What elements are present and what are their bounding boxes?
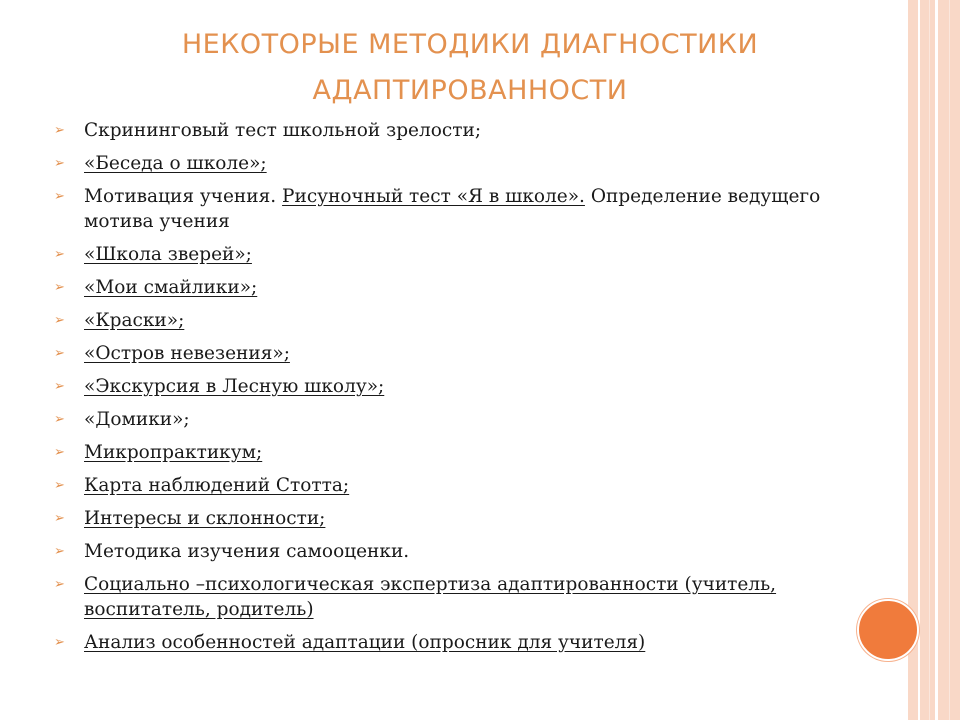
list-item-school-talk: [52, 151, 832, 176]
item-link[interactable]: «Краски»;: [84, 310, 185, 331]
list-item-micropractice: [52, 440, 832, 465]
list-item-social-expertise: [52, 572, 832, 622]
arrow-bullet-icon: ➢: [54, 577, 65, 592]
list-item-bad-luck-island: [52, 341, 832, 366]
arrow-bullet-icon: ➢: [54, 247, 65, 262]
item-link[interactable]: Микропрактикум;: [84, 442, 263, 463]
item-link[interactable]: «Остров невезения»;: [84, 343, 290, 364]
slide-title: [80, 22, 860, 114]
arrow-bullet-icon: ➢: [54, 123, 65, 138]
methods-list: [52, 118, 832, 663]
title-line-2: АДАПТИРОВАННОСТИ: [312, 75, 628, 106]
item-text: «Домики»;: [84, 409, 190, 430]
decorative-circle: [857, 599, 919, 661]
arrow-bullet-icon: ➢: [54, 544, 65, 559]
arrow-bullet-icon: ➢: [54, 346, 65, 361]
item-link[interactable]: «Экскурсия в Лесную школу»;: [84, 376, 385, 397]
arrow-bullet-icon: ➢: [54, 379, 65, 394]
list-item-houses: [52, 407, 832, 432]
arrow-bullet-icon: ➢: [54, 445, 65, 460]
decorative-stripes: [908, 0, 960, 720]
arrow-bullet-icon: ➢: [54, 280, 65, 295]
list-item-motivation: [52, 184, 832, 234]
item-link[interactable]: Карта наблюдений Стотта;: [84, 475, 350, 496]
item-link[interactable]: «Школа зверей»;: [84, 244, 252, 265]
list-item-interests: [52, 506, 832, 531]
arrow-bullet-icon: ➢: [54, 511, 65, 526]
item-text: Методика изучения самооценки.: [84, 541, 410, 562]
item-text: Мотивация учения.: [84, 186, 277, 207]
list-item-screening-test: [52, 118, 832, 143]
item-text: Скрининговый тест школьной зрелости;: [84, 120, 482, 141]
list-item-adaptation-analysis: [52, 630, 832, 655]
item-text-rest: Определение ведущего мотива учения: [84, 186, 821, 232]
item-link[interactable]: Рисуночный тест «Я в школе».: [282, 186, 585, 207]
arrow-bullet-icon: ➢: [54, 313, 65, 328]
list-item-colors: [52, 308, 832, 333]
list-item-stott-map: [52, 473, 832, 498]
arrow-bullet-icon: ➢: [54, 635, 65, 650]
arrow-bullet-icon: ➢: [54, 478, 65, 493]
item-link[interactable]: Анализ особенностей адаптации (опросник для учителя): [84, 632, 646, 653]
list-item-smileys: [52, 275, 832, 300]
item-link[interactable]: Социально –психологическая экспертиза адаптированности (учитель, воспитатель, родитель): [84, 574, 777, 620]
list-item-forest-school: [52, 374, 832, 399]
item-link[interactable]: «Беседа о школе»;: [84, 153, 267, 174]
arrow-bullet-icon: ➢: [54, 156, 65, 171]
item-link[interactable]: Интересы и склонности;: [84, 508, 326, 529]
list-item-self-esteem: [52, 539, 832, 564]
arrow-bullet-icon: ➢: [54, 412, 65, 427]
title-line-1: НЕКОТОРЫЕ МЕТОДИКИ ДИАГНОСТИКИ: [181, 29, 759, 60]
item-link[interactable]: «Мои смайлики»;: [84, 277, 258, 298]
list-item-animal-school: [52, 242, 832, 267]
arrow-bullet-icon: ➢: [54, 189, 65, 204]
